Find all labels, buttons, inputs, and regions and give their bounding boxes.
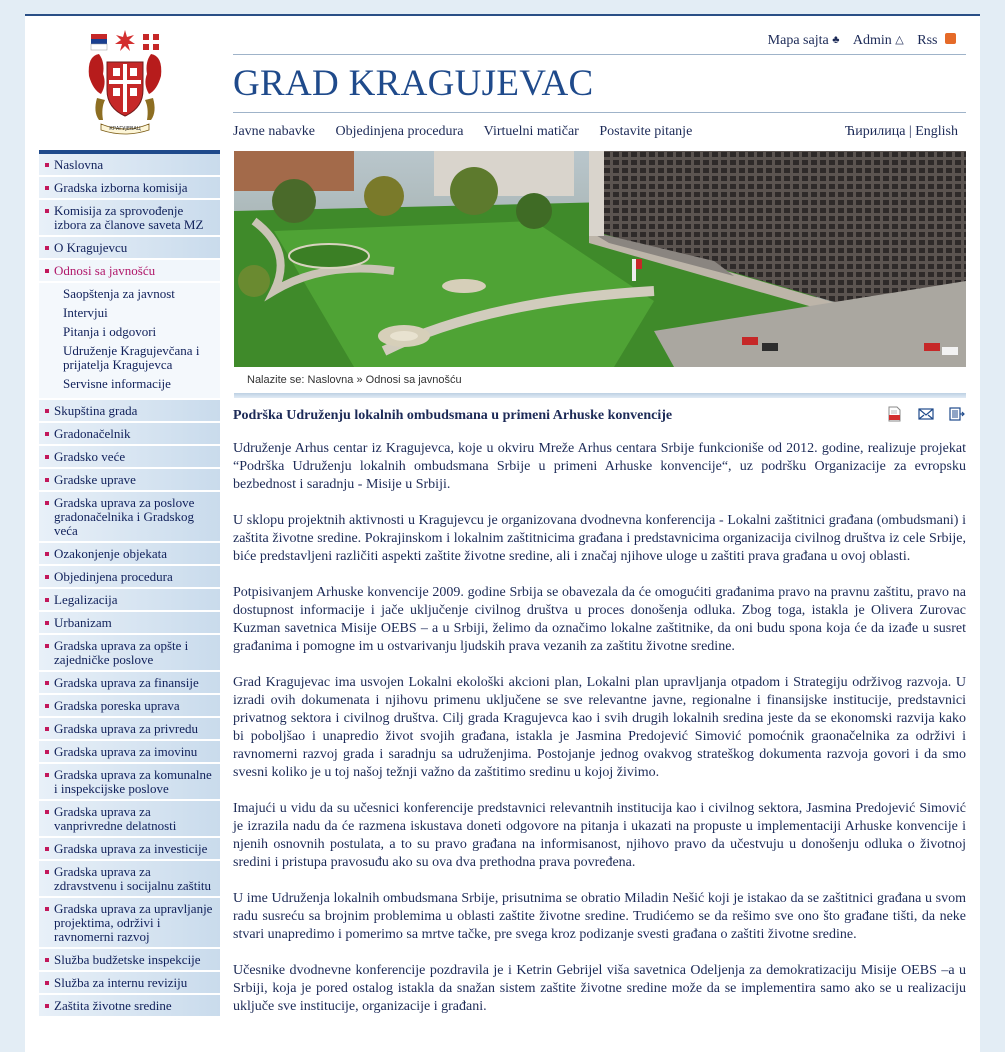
content-separator-bar (234, 393, 966, 398)
sidebar-item-budzetska-inspekcija[interactable]: Služba budžetske inspekcije (39, 949, 220, 970)
top-navigation (233, 124, 709, 140)
header-divider-top (233, 54, 966, 55)
sidebar-item-urbanizam[interactable]: Urbanizam (39, 612, 220, 633)
article-paragraph: U sklopu projektnih aktivnosti u Kragujevcu je organizovana dvodnevna konferencija - Lokalni zaštitnici građana (ombudsmani) i zaštita životne sredine. Pokrajinskom i lokalnim zaštitnicima građana i predstavnicima organizacija civilnog društva iz cele Srbije, biće predstavljeni različiti aspekti zaštite životne sredine, ali i značaj njihove uloge u zaštiti prava građana u ovoj oblasti. (233, 513, 966, 564)
admin-icon: △ (895, 34, 904, 46)
sitemap-link[interactable]: Mapa sajta (767, 33, 829, 48)
sidebar-item-naslovna[interactable]: Naslovna (39, 154, 220, 175)
article-title: Podrška Udruženju lokalnih ombudsmana u primeni Arhuske konvencije (233, 408, 673, 423)
header-divider-bottom (233, 112, 966, 113)
sidebar-item-gradsko-vece[interactable]: Gradsko veće (39, 446, 220, 467)
sidebar-submenu (39, 283, 220, 398)
email-icon[interactable] (918, 406, 933, 422)
sidebar-item-zastita-sredine[interactable]: Zaštita životne sredine (39, 995, 220, 1016)
sidebar-item-uprava-gradonacelnika[interactable]: Gradska uprava za poslove gradonačelnika i Gradskog veća (39, 492, 220, 541)
nav-objedinjena-procedura[interactable]: Objedinjena procedura (335, 124, 464, 139)
lang-cyrillic-link[interactable]: Ћирилица (844, 124, 906, 139)
sidebar-item-imovina[interactable]: Gradska uprava za imovinu (39, 741, 220, 762)
subitem-udruzenje-kragujevcana[interactable]: Udruženje Kragujevčana i prijatelja Kragujevca (63, 343, 200, 372)
city-banner-image (234, 151, 966, 367)
article-paragraph: Grad Kragujevac ima usvojen Lokalni ekološki akcioni plan, Lokalni plan upravljanja otpadom i Strategiju održivog razvoja. U izradi ovih dokumenata i njihovu primenu uključene se sve relevantne javne, regionalne i finansijske institucije, predstavnici privatnog sektora i civilnog društva. Cilj grada Kragujevca kao i svih drugih lokalnih sredina jeste da se ekonomski razvija kako bi poboljšao i unapredio život svojih građana, istakla je Jasmina Predojević Simović pomoćnik graonačelnika za održivi i ravnomerni razvoj grada i saradnju sa udruženjima. Postojanje jednog ovakvog strateškog dokumenta razvoja govori i da smo svesni koliko je u toj našoj težnji važno da zaštitimo sredinu u kojoj živimo. (233, 675, 966, 780)
rss-link[interactable]: Rss (917, 33, 938, 48)
subitem-saopstenja[interactable]: Saopštenja za javnost (63, 286, 175, 301)
article-body (233, 440, 966, 1034)
breadcrumb (247, 374, 462, 386)
sidebar-item-skupstina[interactable]: Skupština grada (39, 400, 220, 421)
article-paragraph: Imajući u vidu da su učesnici konferencije predstavnici relevantnih institucija kao i civilnog sektora, Jasmina Predojević Simović je izrazila nadu da će razmena iskustava doneti odgovore na pitanja i ukazati na propuste u implementaciji Arhuske konvencije i njenih osnovnih postulata, a to su pravo građana na informisanost, njihovo pravo da učestvuju u donošenju odluka o životnoj sredini i pristupa pravosuđu ako su ova dva prethodna prava povređena. (233, 801, 966, 870)
sidebar-item-izborna-komisija[interactable]: Gradska izborna komisija (39, 177, 220, 198)
breadcrumb-current: Odnosi sa javnošću (365, 374, 462, 386)
sidebar-item-poreska-uprava[interactable]: Gradska poreska uprava (39, 695, 220, 716)
rss-icon[interactable] (945, 33, 956, 44)
sidebar-item-gradske-uprave[interactable]: Gradske uprave (39, 469, 220, 490)
sidebar-item-gradonacelnik[interactable]: Gradonačelnik (39, 423, 220, 444)
nav-virtuelni-maticar[interactable]: Virtuelni matičar (483, 124, 579, 139)
article-paragraph: U ime Udruženja lokalnih ombudsmana Srbije, prisutnima se obratio Miladin Nešić koji je istakao da se zaštitnici građana u svom radu susreću sa brojnim problemima u oblasti zaštite životne sredine. Trudićemo se da rešimo sve ono što građane tišti, da neke stvari unapredimo i pomerimo sa mrtve tačke, pre svega kroz podizanje svesti građana o zaštiti životne sredine. (233, 891, 966, 942)
sidebar-menu (39, 150, 220, 1018)
article-tools (887, 406, 976, 424)
sidebar-item-odnosi-sa-javnoscu[interactable]: Odnosi sa javnošću (39, 260, 220, 281)
coat-of-arms-logo[interactable] (85, 28, 165, 140)
breadcrumb-separator: » (356, 374, 363, 386)
sidebar-item-komisija-mz[interactable]: Komisija za sprovođenje izbora za članove saveta MZ (39, 200, 220, 235)
sidebar-item-legalizacija[interactable]: Legalizacija (39, 589, 220, 610)
language-switcher (845, 124, 958, 140)
sidebar-item-investicije[interactable]: Gradska uprava za investicije (39, 838, 220, 859)
sidebar-item-privreda[interactable]: Gradska uprava za privredu (39, 718, 220, 739)
lang-english-link[interactable]: English (915, 124, 958, 139)
article-paragraph: Udruženje Arhus centar iz Kragujevca, koje u okviru Mreže Arhus centara Srbije funkcioniše od 2012. godine, realizuje projekat “Podrška Udruženju lokalnih ombudsmana Srbije u primeni Arhuske konvencije“, uz podršku Organizacije za evropsku bezbednost i saradnju - Misije u Srbiji. (233, 441, 966, 492)
sidebar-item-zdravstvo[interactable]: Gradska uprava za zdravstvenu i socijalnu zaštitu (39, 861, 220, 896)
nav-javne-nabavke[interactable]: Javne nabavke (233, 124, 316, 139)
site-title[interactable]: GRAD KRAGUJEVAC (233, 63, 594, 104)
sidebar-item-opste-poslove[interactable]: Gradska uprava za opšte i zajedničke poslove (39, 635, 220, 670)
utility-links (764, 33, 956, 49)
sidebar-item-o-kragujevcu[interactable]: O Kragujevcu (39, 237, 220, 258)
sidebar-item-interna-revizija[interactable]: Služba za internu reviziju (39, 972, 220, 993)
article-paragraph: Potpisivanjem Arhuske konvencije 2009. godine Srbija se obavezala da će omogućiti građanima pravo na pravnu zaštitu, pravo na dostupnost informacije i jače uključenje civilnog društva u proces donošenja odluka. Zbog toga, istakla je Olivera Zurovac Kuzman savetnica Misije OEBS – a u Srbiji, želimo da označimo lokalne zaštitnike, da oni budu spona koja će da izađe u susret građanima i pomogne im u ostvarivanju ljudskih prava vezanih za zaštitu životne sredine. (233, 585, 966, 654)
lang-separator: | (908, 124, 912, 139)
subitem-pitanja-i-odgovori[interactable]: Pitanja i odgovori (63, 324, 157, 339)
page-container (25, 14, 980, 1052)
sidebar-item-komunalne[interactable]: Gradska uprava za komunalne i inspekcijske poslove (39, 764, 220, 799)
sidebar-item-objedinjena-procedura[interactable]: Objedinjena procedura (39, 566, 220, 587)
subitem-intervjui[interactable]: Intervjui (63, 305, 108, 320)
svg-text:КРАГУЈЕВАЦ: КРАГУЈЕВАЦ (109, 126, 141, 132)
article-paragraph: Učesnike dvodnevne konferencije pozdravila je i Ketrin Gebrijel viša savetnica Odeljenja za demokratizaciju Misije OEBS –a u Srbiji, koja je pored ostalog istakla da snažan sistem zaštite životne sredine može da se implementira samo ako se u realizaciju uključe sve institucije, organizacije i građani. (233, 963, 966, 1014)
breadcrumb-home-link[interactable]: Naslovna (307, 374, 354, 386)
pdf-icon[interactable] (887, 406, 902, 422)
breadcrumb-prefix: Nalazite se: (247, 374, 305, 386)
sidebar-item-vanprivredne[interactable]: Gradska uprava za vanprivredne delatnosti (39, 801, 220, 836)
print-icon[interactable] (949, 406, 964, 422)
nav-postavite-pitanje[interactable]: Postavite pitanje (599, 124, 693, 139)
sidebar-item-ozakonjenje[interactable]: Ozakonjenje objekata (39, 543, 220, 564)
admin-link[interactable]: Admin (852, 33, 892, 48)
sitemap-icon: ♣ (832, 34, 840, 46)
sidebar-item-projekti[interactable]: Gradska uprava za upravljanje projektima, održivi i ravnomerni razvoj (39, 898, 220, 947)
subitem-servisne-informacije[interactable]: Servisne informacije (63, 376, 171, 391)
sidebar-item-finansije[interactable]: Gradska uprava za finansije (39, 672, 220, 693)
